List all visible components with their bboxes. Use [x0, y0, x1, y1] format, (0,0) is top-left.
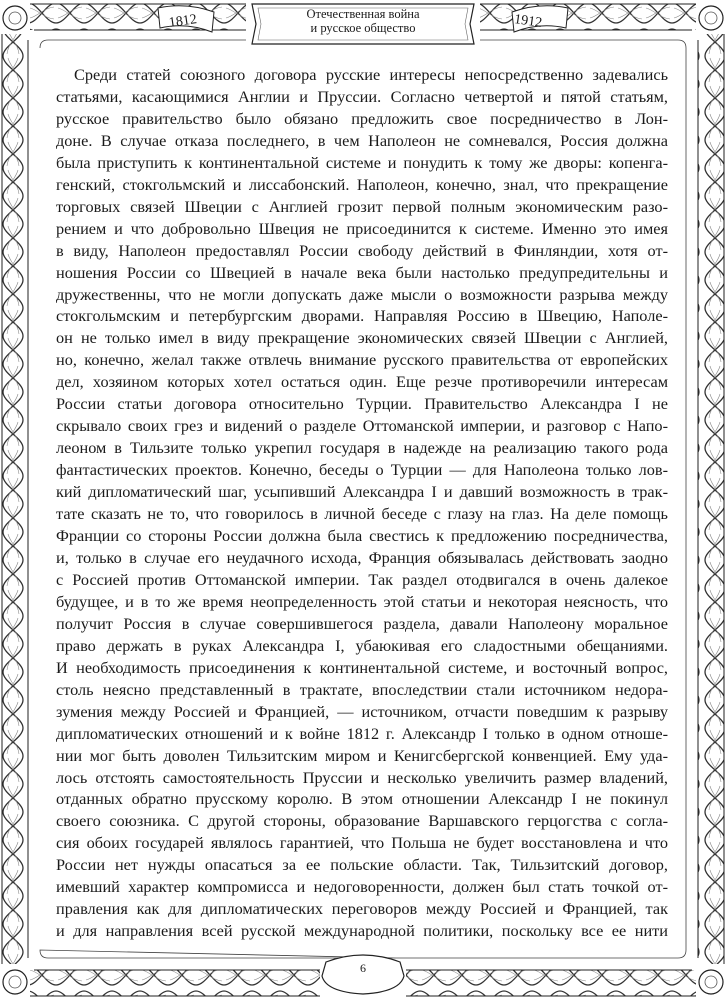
- text-line: Среди статей союзного договора русские интересы непосредственно задевались: [74, 65, 668, 84]
- text-line: получит Россия в случае совершившегося раздела, давали Наполеону моральное: [56, 613, 668, 633]
- year-left: 1812: [168, 12, 198, 31]
- text-line: рением и что добровольно Швеция не присоединится к системе. Именно это имея: [56, 218, 668, 238]
- text-line: тате сказать не то, что говорилось в личной беседе с глазу на глаз. На деле помощь: [56, 504, 668, 524]
- bottom-left-ribbon-border: [30, 970, 320, 996]
- text-line: стокгольмским и петербургским дворами. Направляя Россию в Швецию, Наполе-: [56, 306, 668, 326]
- text-line: леоном в Тильзите только укрепил государя в надежде на реализацию такого рода: [56, 438, 668, 458]
- text-line: Франции со стороны России должна была свестись к предложению посредничества,: [56, 526, 668, 546]
- text-line: отданных обратно прусскому королю. В этом отношении Александр I не покинул: [56, 789, 668, 809]
- text-line: с Россией против Оттоманской империи. Так раздел отодвигался в очень далекое: [56, 569, 668, 589]
- text-line: фантастических проектов. Конечно, беседы о Турции — для Наполеона только лов-: [56, 460, 668, 480]
- text-line: в виду, Наполеон предоставлял России свободу действий в Финляндии, хотя от-: [56, 240, 668, 260]
- text-line: но, конечно, желал также отвлечь внимание русского правительства от европейских: [56, 350, 668, 370]
- header-title-line-2: и русское общество: [310, 21, 416, 35]
- text-line: лось отстоять самостоятельность Пруссии и несколько увеличить размер владений,: [56, 767, 668, 787]
- text-line: русское правительство было обязано предложить свое посредничество в Лон-: [56, 108, 668, 128]
- text-line: нии мог быть доволен Тильзитским миром и Кенигсбергской конвенцией. Ему уда-: [56, 745, 668, 765]
- text-line: право держать в руках Александра I, убаюкивая его сладостными обещаниями.: [56, 635, 668, 655]
- text-line: статьями, касающимися Англии и Пруссии. Согласно четвертой и пятой статьям,: [56, 86, 668, 106]
- text-line: доне. В случае отказа последнего, в чем Наполеон не сомневался, Россия должна: [56, 130, 668, 150]
- page-number: 6: [360, 961, 366, 975]
- text-line: кий дипломатический шаг, усыпивший Александра I и давший возможность в трак-: [56, 482, 668, 502]
- text-line: дел, хозяином которых хотел остаться один. Еще резче противоречили интересам: [56, 372, 668, 392]
- text-line: ношения России со Швецией в начале века были настолько предупредительны и: [56, 262, 668, 282]
- text-line: И необходимость присоединения к континентальной системе, и восточный вопрос,: [56, 657, 668, 677]
- text-line: столь неясно представленный в трактате, впоследствии стали источником недора-: [56, 679, 668, 699]
- corner-rosette-bottom-left: [3, 970, 27, 994]
- corner-rosette-top-left: [3, 6, 27, 30]
- text-line: сия обоих государей являлось гарантией, что Польша не будет восстановлена и что: [56, 833, 668, 853]
- text-line: дипломатических отношений и к войне 1812 г. Александр I только в одном отноше-: [56, 723, 668, 743]
- text-line: России нет нужды опасаться за ее польские области. Так, Тильзитский договор,: [56, 855, 668, 875]
- text-line: и, только в случае его неудачного исхода, Франция обязывалась действовать заодно: [56, 547, 668, 567]
- text-line: дружественны, что не могли допускать даже мысли о возможности разрыва между: [56, 284, 668, 304]
- text-line: генский, стокгольмский и лиссабонский. Наполеон, конечно, знал, что прекращение: [56, 174, 668, 194]
- text-line: России статьи договора относительно Турции. Правительство Александра I не: [56, 394, 668, 414]
- text-line: зумения между Россией и Францией, — источником, отчасти поведшим к разрыву: [56, 701, 668, 721]
- running-header: [255, 4, 471, 44]
- text-line: была приступить к континентальной системе и понудить к тому же дворы: копенга-: [56, 152, 668, 172]
- right-ribbon-border: [698, 34, 724, 964]
- header-title-line-1: Отечественная война: [306, 7, 420, 21]
- text-line: имевший характер компромисса и недоговоренности, должен был стать точкой от-: [56, 877, 668, 897]
- text-line: он не только имел в виду прекращение экономических связей Швеции с Англией,: [56, 328, 668, 348]
- text-line: будущее, и в то же время неопределенность этой статьи и некоторая неясность, что: [56, 591, 668, 611]
- bottom-right-ribbon-border: [406, 970, 696, 996]
- corner-rosette-bottom-right: [699, 970, 723, 994]
- body-paragraph: [56, 64, 668, 942]
- text-line: и для направления всей русской международной политики, поскольку все ее нити: [56, 921, 668, 941]
- text-line: скрывало своих грез и видений о разделе Оттоманской империи, и разговор с Напо-: [56, 416, 668, 436]
- text-line: своего союзника. С другой стороны, образование Варшавского герцогства с согла-: [56, 811, 668, 831]
- corner-rosette-top-right: [699, 6, 723, 30]
- year-right: 1912: [513, 12, 543, 31]
- text-line: торговых связей Швеции с Англией грозит первой полным экономическим разо-: [56, 196, 668, 216]
- left-ribbon-border: [2, 34, 28, 964]
- text-line: правления как для дипломатических переговоров между Россией и Францией, так: [56, 899, 668, 919]
